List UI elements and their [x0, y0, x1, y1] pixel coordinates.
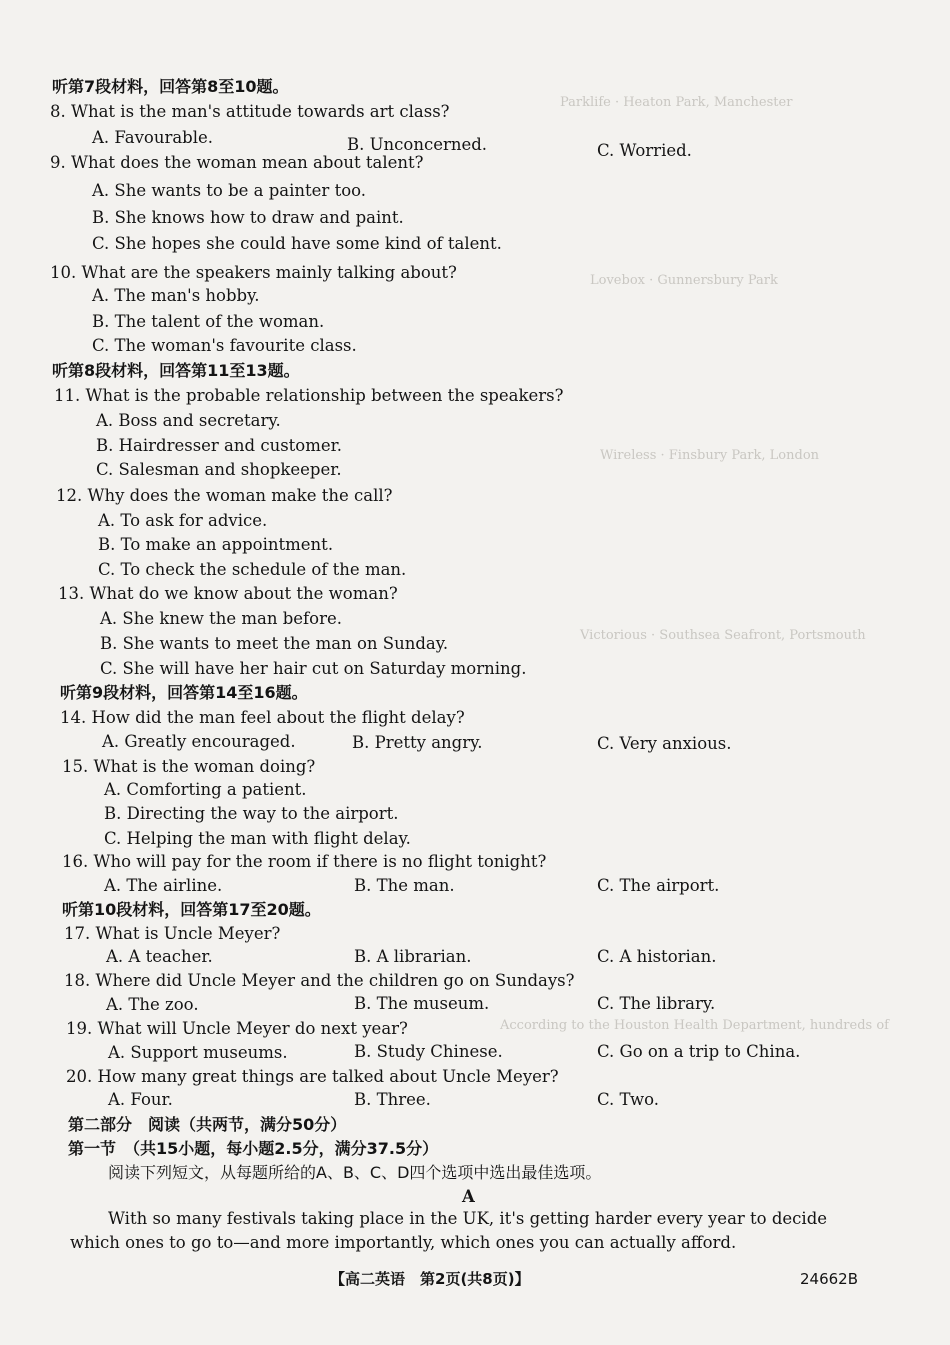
question-17-stem: 17. What is Uncle Meyer? — [64, 924, 281, 943]
question-10-option-b: B. The talent of the woman. — [92, 312, 325, 331]
question-18-option-c: C. The library. — [597, 994, 716, 1013]
passage-label: A — [462, 1187, 475, 1206]
question-17-option-b: B. A librarian. — [354, 947, 472, 966]
question-17-option-c: C. A historian. — [597, 947, 717, 966]
question-14-option-b: B. Pretty angry. — [352, 733, 483, 752]
part-2-heading: 第二部分 阅读（共两节，满分50分） — [68, 1115, 347, 1134]
question-16-option-b: B. The man. — [354, 876, 455, 895]
question-8-option-b: B. Unconcerned. — [347, 135, 488, 154]
section-9-heading: 听第9段材料，回答第14至16题。 — [60, 683, 308, 702]
question-11-option-a: A. Boss and secretary. — [96, 411, 281, 430]
question-18-option-a: A. The zoo. — [106, 995, 199, 1014]
question-12-option-a: A. To ask for advice. — [98, 511, 268, 530]
question-18-stem: 18. Where did Uncle Meyer and the children go on Sundays? — [64, 971, 575, 990]
question-18-option-b: B. The museum. — [354, 994, 490, 1013]
question-14-option-a: A. Greatly encouraged. — [102, 732, 296, 751]
question-15-option-b: B. Directing the way to the airport. — [104, 804, 399, 823]
question-13-option-c: C. She will have her hair cut on Saturday morning. — [100, 659, 527, 678]
question-14-option-c: C. Very anxious. — [597, 734, 732, 753]
section-10-heading: 听第10段材料，回答第17至20题。 — [62, 900, 321, 919]
question-9-option-a: A. She wants to be a painter too. — [92, 181, 367, 200]
question-13-option-a: A. She knew the man before. — [100, 609, 342, 628]
question-19-option-c: C. Go on a trip to China. — [597, 1042, 801, 1061]
question-17-option-a: A. A teacher. — [106, 947, 213, 966]
question-10-option-c: C. The woman's favourite class. — [92, 336, 357, 355]
question-11-stem: 11. What is the probable relationship between the speakers? — [54, 386, 564, 405]
question-20-option-a: A. Four. — [108, 1090, 173, 1109]
question-9-option-c: C. She hopes she could have some kind of talent. — [92, 234, 502, 253]
question-16-option-c: C. The airport. — [597, 876, 720, 895]
bleed-through-text: Lovebox · Gunnersbury Park — [590, 273, 778, 288]
question-20-option-b: B. Three. — [354, 1090, 431, 1109]
question-11-option-b: B. Hairdresser and customer. — [96, 436, 342, 455]
question-8-option-a: A. Favourable. — [92, 128, 214, 147]
passage-line-2: which ones to go to—and more importantly, which ones you can actually afford. — [70, 1233, 737, 1252]
question-8-option-c: C. Worried. — [597, 141, 692, 160]
question-13-stem: 13. What do we know about the woman? — [58, 584, 398, 603]
question-12-stem: 12. Why does the woman make the call? — [56, 486, 393, 505]
question-11-option-c: C. Salesman and shopkeeper. — [96, 460, 342, 479]
question-19-option-b: B. Study Chinese. — [354, 1042, 503, 1061]
question-20-option-c: C. Two. — [597, 1090, 659, 1109]
question-12-option-b: B. To make an appointment. — [98, 535, 334, 554]
question-12-option-c: C. To check the schedule of the man. — [98, 560, 407, 579]
bleed-through-text: According to the Houston Health Department, hundreds of — [500, 1018, 889, 1033]
bleed-through-text: Wireless · Finsbury Park, London — [600, 448, 820, 463]
question-19-option-a: A. Support museums. — [108, 1043, 288, 1062]
question-15-stem: 15. What is the woman doing? — [62, 757, 316, 776]
bleed-through-text: Victorious · Southsea Seafront, Portsmouth — [580, 628, 866, 643]
passage-line-1: With so many festivals taking place in the UK, it's getting harder every year to decide — [108, 1209, 828, 1228]
section-1-heading: 第一节 （共15小题，每小题2.5分，满分37.5分） — [68, 1139, 439, 1158]
question-10-option-a: A. The man's hobby. — [92, 286, 260, 305]
question-13-option-b: B. She wants to meet the man on Sunday. — [100, 634, 449, 653]
question-16-stem: 16. Who will pay for the room if there is no flight tonight? — [62, 852, 547, 871]
question-9-option-b: B. She knows how to draw and paint. — [92, 208, 404, 227]
page-footer: 【高二英语 第2页(共8页)】 — [330, 1270, 530, 1288]
question-16-option-a: A. The airline. — [104, 876, 223, 895]
question-15-option-a: A. Comforting a patient. — [104, 780, 307, 799]
paper-code: 24662B — [800, 1270, 859, 1288]
question-9-stem: 9. What does the woman mean about talent? — [50, 153, 424, 172]
question-14-stem: 14. How did the man feel about the flight delay? — [60, 708, 465, 727]
section-7-heading: 听第7段材料，回答第8至10题。 — [52, 77, 289, 96]
question-19-stem: 19. What will Uncle Meyer do next year? — [66, 1019, 408, 1038]
bleed-through-text: Parklife · Heaton Park, Manchester — [560, 95, 793, 110]
reading-instructions: 阅读下列短文，从每题所给的A、B、C、D四个选项中选出最佳选项。 — [108, 1163, 602, 1182]
question-8-stem: 8. What is the man's attitude towards art class? — [50, 102, 450, 121]
question-20-stem: 20. How many great things are talked about Uncle Meyer? — [66, 1067, 559, 1086]
question-10-stem: 10. What are the speakers mainly talking about? — [50, 263, 457, 282]
question-15-option-c: C. Helping the man with flight delay. — [104, 829, 411, 848]
section-8-heading: 听第8段材料，回答第11至13题。 — [52, 361, 300, 380]
